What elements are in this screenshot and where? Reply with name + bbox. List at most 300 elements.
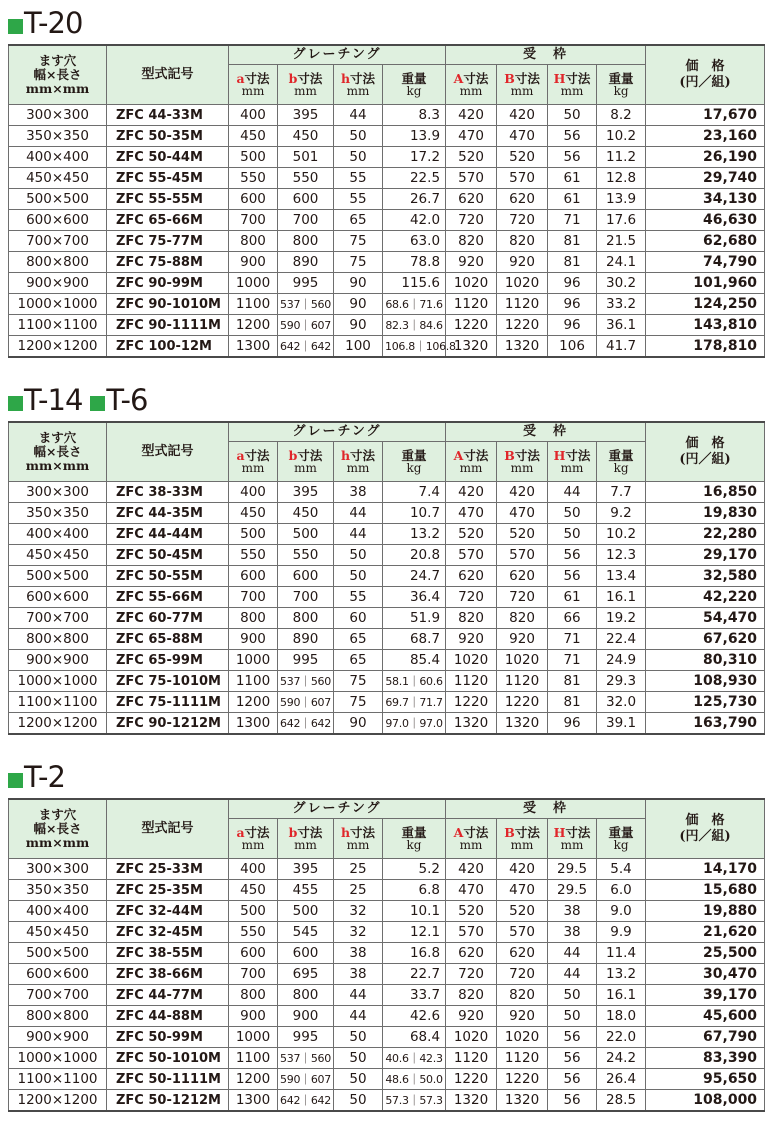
weight-cell: 20.8 [383,545,446,566]
table-row [9,482,765,503]
table-row [9,608,765,629]
col-weight-header [383,819,446,859]
sub-head-unit: mm [346,837,370,852]
sub-head-unit: kg [406,460,422,475]
sub-head-unit: kg [613,837,629,852]
a-cell: 1000 [229,273,278,294]
price-table [8,421,765,735]
a-cell: 1000 [229,650,278,671]
price-table [8,44,765,358]
col-A-header [446,65,497,105]
h-cell: 55 [334,587,383,608]
b-cell: 500 [278,524,334,545]
B-cell: 470 [497,503,548,524]
frame-weight-cell: 28.5 [597,1090,646,1112]
b-cell: 450 [278,503,334,524]
table-row [9,922,765,943]
A-cell: 570 [446,922,497,943]
B-cell: 570 [497,168,548,189]
A-cell: 470 [446,503,497,524]
frame-weight-cell: 16.1 [597,587,646,608]
frame-weight-cell: 24.9 [597,650,646,671]
weight-cell: 58.1｜60.6 [383,671,446,692]
A-cell: 470 [446,126,497,147]
grating-group-header: グレーチング [229,799,446,819]
H-cell: 56 [548,126,597,147]
A-cell: 570 [446,545,497,566]
frame-group-header: 受 枠 [446,799,646,819]
weight-cell: 68.6｜71.6 [383,294,446,315]
weight-cell: 36.4 [383,587,446,608]
grating-group-header: グレーチング [229,422,446,442]
model-cell: ZFC 44-77M [107,985,229,1006]
price-cell: 19,880 [646,901,765,922]
weight-cell: 22.7 [383,964,446,985]
sub-head-letter: a [236,70,245,86]
B-cell: 1120 [497,671,548,692]
b-cell: 550 [278,168,334,189]
a-cell: 450 [229,126,278,147]
weight-cell: 8.3 [383,105,446,126]
B-cell: 920 [497,252,548,273]
table-row [9,189,765,210]
sub-head-unit: mm [346,83,370,98]
sub-head-letter: A [453,447,464,463]
H-cell: 38 [548,901,597,922]
table-row [9,273,765,294]
B-cell: 820 [497,985,548,1006]
frame-weight-cell: 30.2 [597,273,646,294]
sub-head-letter: H [553,70,566,86]
table-row [9,252,765,273]
col-H-header [548,819,597,859]
section-t14-t6 [8,383,764,735]
table-row [9,566,765,587]
price-cell: 29,170 [646,545,765,566]
A-cell: 1120 [446,671,497,692]
A-cell: 520 [446,901,497,922]
price-cell: 108,000 [646,1090,765,1112]
b-cell: 590｜607 [278,315,334,336]
h-cell: 44 [334,503,383,524]
h-cell: 65 [334,210,383,231]
b-cell: 995 [278,1027,334,1048]
sub-head-label: a寸法 [236,447,270,463]
a-cell: 400 [229,482,278,503]
price-table [8,798,765,1112]
model-cell: ZFC 90-1010M [107,294,229,315]
frame-weight-cell: 33.2 [597,294,646,315]
model-cell: ZFC 50-35M [107,126,229,147]
size-cell: 1100×1100 [9,315,107,336]
tier-label [8,6,82,40]
frame-weight-cell: 29.3 [597,671,646,692]
size-cell: 500×500 [9,943,107,964]
frame-weight-cell: 11.2 [597,147,646,168]
weight-cell: 40.6｜42.3 [383,1048,446,1069]
col-H-header [548,65,597,105]
frame-weight-cell: 26.4 [597,1069,646,1090]
table-row [9,859,765,880]
sub-head-unit: mm [241,83,265,98]
price-cell: 14,170 [646,859,765,880]
h-cell: 50 [334,1027,383,1048]
weight-cell: 78.8 [383,252,446,273]
table-row [9,336,765,358]
sub-head-label: b寸法 [288,70,323,86]
B-cell: 920 [497,629,548,650]
col-B-header [497,65,548,105]
h-cell: 65 [334,650,383,671]
sub-head-letter: A [453,824,464,840]
H-cell: 96 [548,713,597,735]
frame-weight-cell: 39.1 [597,713,646,735]
sub-head-unit: mm [294,837,317,852]
a-cell: 1000 [229,1027,278,1048]
frame-group-header: 受 枠 [446,45,646,65]
A-cell: 1220 [446,692,497,713]
model-cell: ZFC 32-45M [107,922,229,943]
table-row [9,231,765,252]
green-square-icon [8,19,23,34]
weight-cell: 6.8 [383,880,446,901]
frame-weight-cell: 22.4 [597,629,646,650]
price-cell: 25,500 [646,943,765,964]
A-cell: 570 [446,168,497,189]
H-cell: 71 [548,629,597,650]
model-cell: ZFC 60-77M [107,608,229,629]
model-cell: ZFC 65-88M [107,629,229,650]
model-cell: ZFC 75-1010M [107,671,229,692]
b-cell: 642｜642 [278,336,334,358]
size-cell: 700×700 [9,231,107,252]
B-cell: 1320 [497,1090,548,1112]
sub-head-label: 重量 [608,70,634,86]
col-price-header: 価 格 (円／組) [646,422,765,482]
a-cell: 500 [229,147,278,168]
sub-head-letter: h [340,70,351,86]
A-cell: 820 [446,608,497,629]
B-cell: 1020 [497,273,548,294]
weight-cell: 17.2 [383,147,446,168]
size-cell: 800×800 [9,252,107,273]
a-cell: 600 [229,566,278,587]
sub-head-letter: b [288,447,298,463]
H-cell: 106 [548,336,597,358]
price-cell: 46,630 [646,210,765,231]
A-cell: 920 [446,1006,497,1027]
a-cell: 550 [229,922,278,943]
sub-head-unit: mm [459,837,483,852]
weight-cell: 85.4 [383,650,446,671]
b-cell: 395 [278,105,334,126]
table-row [9,168,765,189]
frame-weight-cell: 6.0 [597,880,646,901]
tier-text: T-6 [106,383,148,417]
H-cell: 38 [548,922,597,943]
frame-weight-cell: 8.2 [597,105,646,126]
model-cell: ZFC 75-77M [107,231,229,252]
weight-cell: 12.1 [383,922,446,943]
col-h-header [334,442,383,482]
A-cell: 720 [446,587,497,608]
a-cell: 450 [229,503,278,524]
table-row [9,524,765,545]
col-model-header: 型式記号 [107,799,229,859]
model-cell: ZFC 50-1212M [107,1090,229,1112]
sub-head-unit: mm [294,460,317,475]
h-cell: 60 [334,608,383,629]
col-model-header: 型式記号 [107,422,229,482]
weight-cell: 24.7 [383,566,446,587]
b-cell: 545 [278,922,334,943]
sub-head-unit: mm [510,837,534,852]
price-cell: 67,620 [646,629,765,650]
price-cell: 32,580 [646,566,765,587]
sub-head-unit: mm [241,460,265,475]
b-cell: 800 [278,608,334,629]
A-cell: 1020 [446,1027,497,1048]
model-cell: ZFC 32-44M [107,901,229,922]
model-cell: ZFC 50-44M [107,147,229,168]
B-cell: 470 [497,880,548,901]
frame-weight-cell: 9.2 [597,503,646,524]
tier-text: T-2 [24,760,65,794]
sub-head-unit: mm [560,460,584,475]
model-cell: ZFC 50-99M [107,1027,229,1048]
A-cell: 820 [446,231,497,252]
H-cell: 29.5 [548,880,597,901]
B-cell: 1220 [497,692,548,713]
weight-cell: 13.2 [383,524,446,545]
A-cell: 1020 [446,273,497,294]
frame-weight-cell: 7.7 [597,482,646,503]
b-cell: 455 [278,880,334,901]
model-cell: ZFC 90-1111M [107,315,229,336]
section-heading [8,383,764,417]
a-cell: 700 [229,210,278,231]
b-cell: 450 [278,126,334,147]
a-cell: 1100 [229,671,278,692]
sub-head-label: 重量 [401,70,427,86]
sub-head-label: h寸法 [340,70,376,86]
frame-weight-cell: 9.9 [597,922,646,943]
grating-group-header: グレーチング [229,45,446,65]
b-cell: 500 [278,901,334,922]
size-cell: 800×800 [9,1006,107,1027]
table-row [9,713,765,735]
table-row [9,650,765,671]
size-cell: 400×400 [9,901,107,922]
b-cell: 800 [278,231,334,252]
a-cell: 550 [229,168,278,189]
col-B-header [497,819,548,859]
frame-weight-cell: 17.6 [597,210,646,231]
frame-weight-cell: 36.1 [597,315,646,336]
sub-head-unit: kg [406,83,422,98]
model-cell: ZFC 50-55M [107,566,229,587]
model-cell: ZFC 38-66M [107,964,229,985]
A-cell: 920 [446,252,497,273]
model-cell: ZFC 50-45M [107,545,229,566]
table-row [9,1048,765,1069]
B-cell: 1120 [497,1048,548,1069]
A-cell: 420 [446,859,497,880]
H-cell: 44 [548,943,597,964]
H-cell: 56 [548,566,597,587]
size-cell: 900×900 [9,1027,107,1048]
price-cell: 16,850 [646,482,765,503]
frame-weight-cell: 13.4 [597,566,646,587]
a-cell: 600 [229,943,278,964]
size-cell: 1100×1100 [9,1069,107,1090]
table-row [9,671,765,692]
B-cell: 520 [497,524,548,545]
A-cell: 1320 [446,336,497,358]
sub-head-label: b寸法 [288,447,323,463]
B-cell: 570 [497,545,548,566]
b-cell: 695 [278,964,334,985]
model-cell: ZFC 55-66M [107,587,229,608]
sub-head-unit: mm [459,460,483,475]
B-cell: 1120 [497,294,548,315]
h-cell: 38 [334,943,383,964]
A-cell: 1320 [446,1090,497,1112]
sub-head-label: B寸法 [504,824,540,840]
size-cell: 800×800 [9,629,107,650]
weight-cell: 97.0｜97.0 [383,713,446,735]
a-cell: 400 [229,105,278,126]
size-cell: 700×700 [9,985,107,1006]
frame-weight-cell: 12.8 [597,168,646,189]
col-a-header [229,65,278,105]
model-cell: ZFC 75-88M [107,252,229,273]
B-cell: 420 [497,859,548,880]
h-cell: 44 [334,524,383,545]
col-model-header: 型式記号 [107,45,229,105]
col-weight2-header [597,819,646,859]
sub-head-letter: H [553,824,566,840]
H-cell: 71 [548,650,597,671]
size-cell: 1000×1000 [9,294,107,315]
B-cell: 520 [497,901,548,922]
price-cell: 95,650 [646,1069,765,1090]
table-row [9,1069,765,1090]
sub-head-unit: kg [613,460,629,475]
h-cell: 50 [334,126,383,147]
price-cell: 54,470 [646,608,765,629]
size-cell: 500×500 [9,189,107,210]
model-cell: ZFC 55-55M [107,189,229,210]
price-cell: 29,740 [646,168,765,189]
A-cell: 1120 [446,1048,497,1069]
B-cell: 1020 [497,650,548,671]
size-cell: 900×900 [9,273,107,294]
table-row [9,1090,765,1112]
weight-cell: 42.0 [383,210,446,231]
frame-weight-cell: 13.2 [597,964,646,985]
sub-head-label: A寸法 [453,447,489,463]
frame-weight-cell: 41.7 [597,336,646,358]
H-cell: 56 [548,1069,597,1090]
size-cell: 400×400 [9,147,107,168]
table-row [9,1027,765,1048]
a-cell: 1300 [229,1090,278,1112]
table-row [9,315,765,336]
size-cell: 600×600 [9,964,107,985]
B-cell: 1320 [497,713,548,735]
b-cell: 395 [278,482,334,503]
a-cell: 500 [229,901,278,922]
a-cell: 1100 [229,1048,278,1069]
tier-label [8,760,65,794]
table-row [9,901,765,922]
tier-text: T-20 [24,6,83,40]
weight-cell: 69.7｜71.7 [383,692,446,713]
sub-head-label: b寸法 [288,824,323,840]
frame-weight-cell: 24.1 [597,252,646,273]
B-cell: 1220 [497,315,548,336]
col-H-header [548,442,597,482]
sub-head-label: 重量 [608,447,634,463]
weight-cell: 10.1 [383,901,446,922]
B-cell: 620 [497,189,548,210]
size-cell: 900×900 [9,650,107,671]
weight-cell: 106.8｜106.8 [383,336,446,358]
h-cell: 55 [334,189,383,210]
table-row [9,545,765,566]
size-cell: 300×300 [9,482,107,503]
col-B-header [497,442,548,482]
A-cell: 820 [446,985,497,1006]
sub-head-letter: H [553,447,566,463]
size-cell: 1000×1000 [9,1048,107,1069]
A-cell: 1320 [446,713,497,735]
model-cell: ZFC 50-1010M [107,1048,229,1069]
b-cell: 700 [278,210,334,231]
table-row [9,629,765,650]
size-cell: 1000×1000 [9,671,107,692]
model-cell: ZFC 25-35M [107,880,229,901]
col-h-header [334,65,383,105]
h-cell: 50 [334,1090,383,1112]
size-cell: 1200×1200 [9,336,107,358]
B-cell: 920 [497,1006,548,1027]
table-row [9,210,765,231]
H-cell: 56 [548,1090,597,1112]
model-cell: ZFC 90-99M [107,273,229,294]
col-a-header [229,819,278,859]
b-cell: 890 [278,629,334,650]
sub-head-unit: mm [560,83,584,98]
sub-head-label: 重量 [401,824,427,840]
a-cell: 550 [229,545,278,566]
frame-group-header: 受 枠 [446,422,646,442]
weight-cell: 42.6 [383,1006,446,1027]
sub-head-letter: B [504,447,515,463]
sub-head-label: B寸法 [504,70,540,86]
A-cell: 470 [446,880,497,901]
tier-label [90,383,147,417]
A-cell: 620 [446,566,497,587]
col-size-header: ます穴 幅×長さ mm×mm [9,799,107,859]
H-cell: 96 [548,294,597,315]
model-cell: ZFC 50-1111M [107,1069,229,1090]
b-cell: 642｜642 [278,1090,334,1112]
B-cell: 720 [497,964,548,985]
h-cell: 25 [334,859,383,880]
a-cell: 450 [229,880,278,901]
